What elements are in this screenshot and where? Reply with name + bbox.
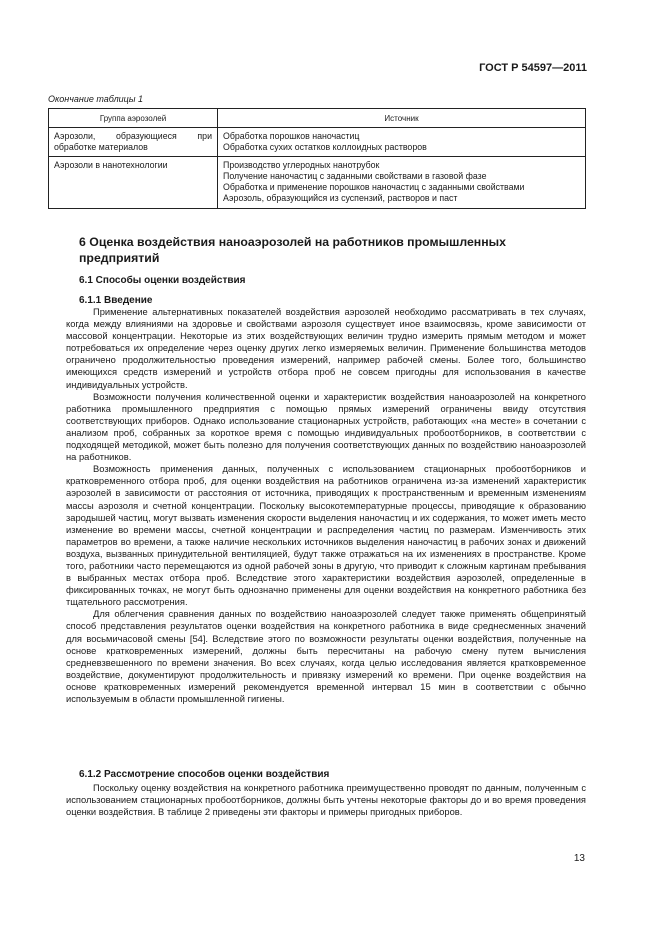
source-item: Производство углеродных нанотрубок — [223, 160, 380, 170]
section-6-1-2-body — [66, 782, 586, 818]
page-number: 13 — [573, 853, 585, 864]
source-item: Обработка и применение порошков наночастиц с заданными свойствами — [223, 182, 525, 192]
source-item: Аэрозоль, образующийся из суспензий, растворов и паст — [223, 193, 458, 203]
section-6-heading: 6 Оценка воздействия наноаэрозолей на работников промышленных предприятий — [79, 235, 507, 265]
table-cell-group: Аэрозоли, образующиеся при обработке материалов — [49, 128, 218, 157]
standard-number: ГОСТ Р 54597—2011 — [479, 62, 587, 74]
source-item: Получение наночастиц с заданными свойствами в газовой фазе — [223, 171, 487, 181]
table-row — [49, 128, 586, 157]
table-cell-sources — [218, 157, 586, 209]
table-cell-sources — [218, 128, 586, 157]
section-6-1-2-heading: 6.1.2 Рассмотрение способов оценки воздействия — [79, 769, 330, 780]
section-6-1-heading: 6.1 Способы оценки воздействия — [79, 275, 246, 286]
table-header-row — [49, 109, 586, 128]
table-cell-group: Аэрозоли в нанотехнологии — [49, 157, 218, 209]
table-caption: Окончание таблицы 1 — [48, 94, 143, 104]
source-item: Обработка порошков наночастиц — [223, 131, 360, 141]
column-header-group: Группа аэрозолей — [49, 109, 218, 128]
table-row — [49, 157, 586, 209]
section-6-1-1-heading: 6.1.1 Введение — [79, 295, 153, 306]
aerosol-sources-table — [48, 108, 586, 209]
column-header-source: Источник — [218, 109, 586, 128]
paragraph: Возможность применения данных, полученных с использованием стационарных пробоотборников и кратковременного отбора проб, для оценки воздействия на работников ограничена из-за изменений характеристик аэрозолей в зависимости от расстояния от источника, приводящих к пространственным и временным изменениям массы аэрозоля и счетной концентрации. Поскольку высокотемпературные процессы, приводящие к образованию зародышей частиц, могут вызвать изменения скорости выделения наночастиц и их содержания, то может иметь место изменение во времени массы, счетной концентрации и распределения частиц по размерам. Изменчивость этих параметров во времени, а также наличие нескольких источников выделения наночастиц в рабочих зонах и движений воздуха, вызванных принудительной вентиляцией, будут также отражаться на их изменениях в пространстве. Кроме того, работники часто перемещаются из одной рабочей зоны в другую, что приводит к сложным картинам пребывания в выбранных местах отбора проб. Вследствие этого характеристики воздействия аэрозолей, определенные в фиксированных точках, не могут быть однозначно применены для оценки воздействия на конкретного работника без тщательного рассмотрения. — [66, 464, 586, 608]
paragraph: Применение альтернативных показателей воздействия аэрозолей необходимо рассматривать в тех случаях, когда между влияниями на здоровье и свойствами аэрозоля существует иное взаимосвязь, кроме зависимости от массовой концентрации. Некоторые из этих воздействующих величин трудно измерить прямым методом и может потребоваться их определение через оценку других легко измеряемых величин. Применение большинства методов ограничено продолжительностью проведения измерений, например рабочей смены. Более того, большинство имеющихся средств измерений и устройств отбора проб не совсем пригодны для использования в качестве индивидуальных устройств. — [66, 307, 586, 390]
section-6-1-1-body — [66, 306, 586, 705]
paragraph: Возможности получения количественной оценки и характеристик воздействия наноаэрозолей на конкретного работника промышленного предприятия с помощью прямых измерений ограничены ввиду отсутствия соответствующих приборов. Однако использование стационарных устройств, работающих «на месте» в сочетании с анализом проб, собранных за короткое время с помощью индивидуальных пробоотборников, в соответствии с подходящей методикой, может быть полезно для получения соответствующих данных по воздействию наноаэрозолей на работников. — [66, 391, 586, 463]
paragraph: Для облегчения сравнения данных по воздействию наноаэрозолей следует также применять общепринятый способ представления результатов оценки воздействия на конкретного работника в виде среднесменных значений для восьмичасовой смены [54]. Вследствие этого по возможности результаты оценки воздействия, полученные на основе кратковременных измерений, должны быть пересчитаны на рабочую смену путем вычисления средневзвешенного по времени значения. Во всех случаях, когда целью исследования является кратковременное воздействие, документируют продолжительность и привязку измерений ко времени. При оценке воздействия на основе кратковременных измерений рекомендуется временной интервал 15 мин в соответствии с обычно используемым в области промышленной гигиены. — [66, 609, 586, 704]
source-item: Обработка сухих остатков коллоидных растворов — [223, 142, 427, 152]
paragraph: Поскольку оценку воздействия на конкретного работника преимущественно проводят по данным, полученным с использованием стационарных пробоотборников, должны быть учтены некоторые факторы до и во время проведения оценки воздействия. В таблице 2 приведены эти факторы и примеры пригодных приборов. — [66, 783, 586, 818]
